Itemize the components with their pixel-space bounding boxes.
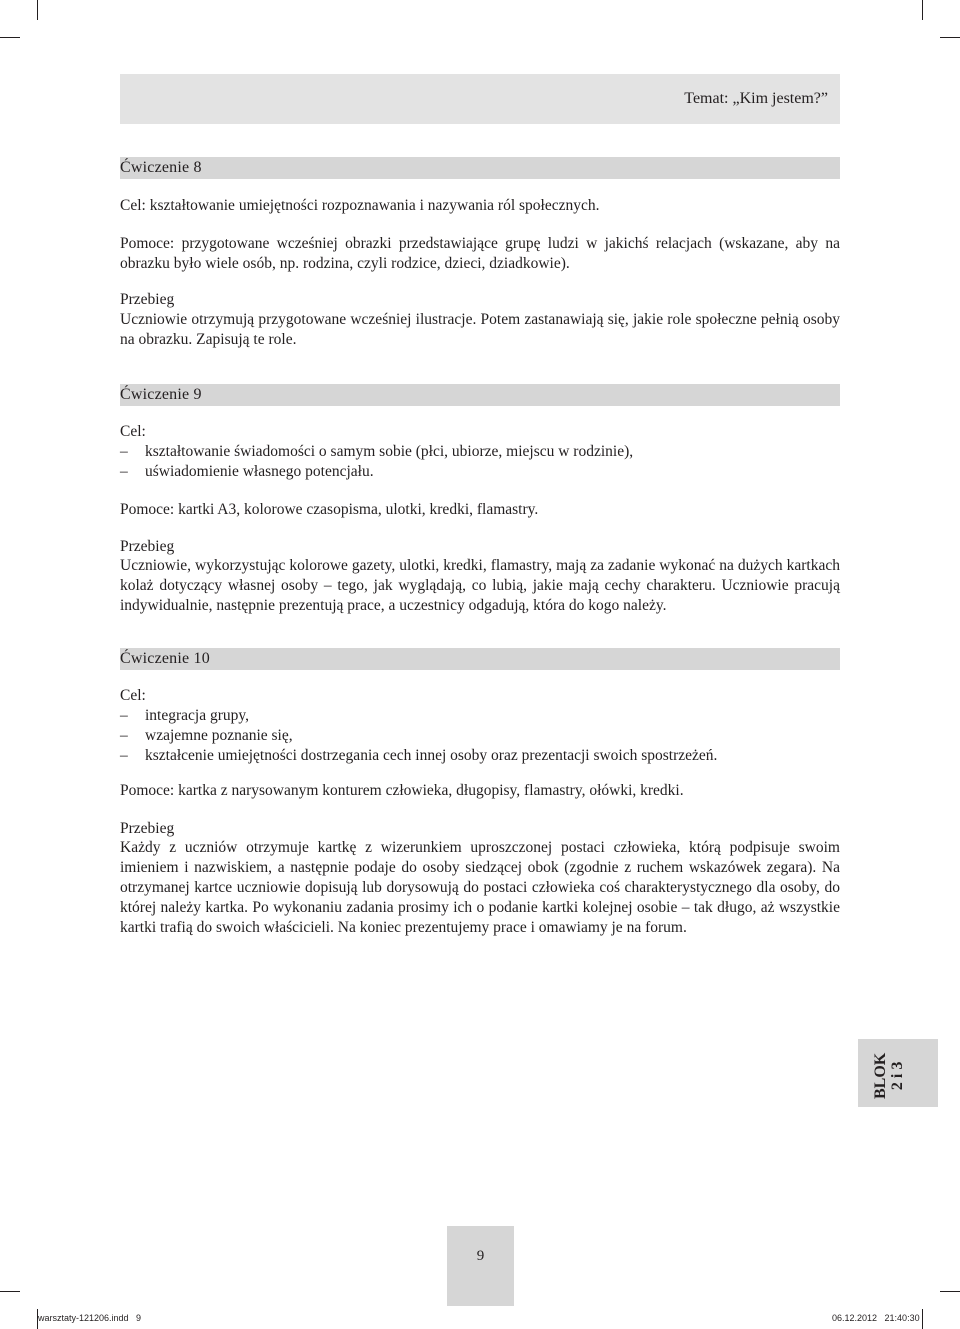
exercise-9-goal-label: Cel: <box>120 423 146 440</box>
blok-range: 2 i 3 <box>889 1061 906 1091</box>
crop-mark-top-left <box>37 0 38 20</box>
exercise-8-goal <box>120 196 840 216</box>
blok-side-tab <box>858 1039 938 1107</box>
exercise-8-title: Ćwiczenie 8 <box>120 159 202 176</box>
aids-label: Pomoce: <box>120 501 175 518</box>
crop-mark-right-top <box>940 37 960 38</box>
exercise-9-goal-list <box>120 442 840 482</box>
list-item: – uświadomienie własnego potencjału. <box>120 462 840 482</box>
exercise-8-aids <box>120 234 840 274</box>
aids-label: Pomoce: <box>120 235 175 252</box>
exercise-10-title: Ćwiczenie 10 <box>120 650 210 667</box>
list-item: – kształcenie umiejętności dostrzegania cech innej osoby oraz prezentacji swoich spostrzeżeń. <box>120 746 840 766</box>
crop-mark-top-right <box>922 0 923 20</box>
exercise-10-heading-band <box>120 648 840 670</box>
aids-text: kartki A3, kolorowe czasopisma, ulotki, kredki, flamastry. <box>174 501 539 518</box>
aids-text: przygotowane wcześniej obrazki przedstawiające grupę ludzi w jakichś relacjach (wskazane, aby na obrazku było wiele osób, np. rodzina, czyli rodzice, dzieci, dziadkowie). <box>120 235 840 272</box>
exercise-10-process-label: Przebieg <box>120 820 175 837</box>
footer-timestamp: 06.12.2012 21:40:30 <box>832 1313 920 1323</box>
footer-file-name: warsztaty-121206.indd 9 <box>38 1313 142 1323</box>
exercise-10-goal-label: Cel: <box>120 687 146 704</box>
goal-label: Cel: <box>120 197 146 214</box>
page-topic-title: Temat: „Kim jestem?” <box>684 90 828 107</box>
crop-mark-bottom-right <box>922 1309 923 1329</box>
list-item: – wzajemne poznanie się, <box>120 726 840 746</box>
exercise-9-heading-band <box>120 384 840 406</box>
goal-text: kształtowanie umiejętności rozpoznawania i nazywania ról społecznych. <box>145 197 600 214</box>
exercise-9-process-label: Przebieg <box>120 538 175 555</box>
list-item: – kształtowanie świadomości o samym sobie (płci, ubiorze, miejscu w rodzinie), <box>120 442 840 462</box>
aids-label: Pomoce: <box>120 782 175 799</box>
crop-mark-right-bottom <box>940 1291 960 1292</box>
crop-mark-left-top <box>0 37 20 38</box>
exercise-10-process-text: Każdy z uczniów otrzymuje kartkę z wizerunkiem uproszczonej postaci człowieka, którą podpisuje swoim imieniem i nazwiskiem, a następnie podaje do osoby siedzącej obok (zgodnie z ruchem wskazówek zegara). Na otrzymanej kartce uczniowie dopisują lub dorysowują do postaci człowieka coś charakterystycznego dla osoby, do której należy kartka. Po wykonaniu zadania prosimy ich o podanie kartki kolejnej osobie – tak długo, aż wszystkie kartki trafią do swoich właścicieli. Na koniec prezentujemy prace i omawiamy je na forum. <box>120 839 840 936</box>
exercise-8-heading-band <box>120 157 840 179</box>
blok-label: BLOK <box>872 1052 889 1099</box>
page-number: 9 <box>476 1248 485 1264</box>
list-item: – integracja grupy, <box>120 706 840 726</box>
exercise-9-process-text: Uczniowie, wykorzystując kolorowe gazety, ulotki, kredki, flamastry, mają za zadanie wykonać na dużych kartkach kolaż dotyczący własnej osoby – tego, jak wyglądają, co lubią, jakie mają cechy charakteru. Uczniowie pracują indywidualnie, następnie prezentują prace, a uczestnicy odgadują, która do kogo należy. <box>120 557 840 614</box>
exercise-10-goal-list <box>120 706 840 766</box>
header-band <box>120 74 840 124</box>
exercise-9-title: Ćwiczenie 9 <box>120 386 202 403</box>
page-number-box <box>447 1226 514 1306</box>
blok-side-tab-label <box>872 1053 906 1099</box>
exercise-8-process-text: Uczniowie otrzymują przygotowane wcześniej ilustracje. Potem zastanawiają się, jakie role społeczne pełnią osoby na obrazku. Zapisują te role. <box>120 311 840 348</box>
aids-text: kartka z narysowanym konturem człowieka, długopisy, flamastry, ołówki, kredki. <box>174 782 684 799</box>
crop-mark-left-bottom <box>0 1291 20 1292</box>
exercise-10-aids <box>120 781 840 801</box>
exercise-8-process-label: Przebieg <box>120 291 175 308</box>
exercise-9-aids <box>120 500 840 520</box>
